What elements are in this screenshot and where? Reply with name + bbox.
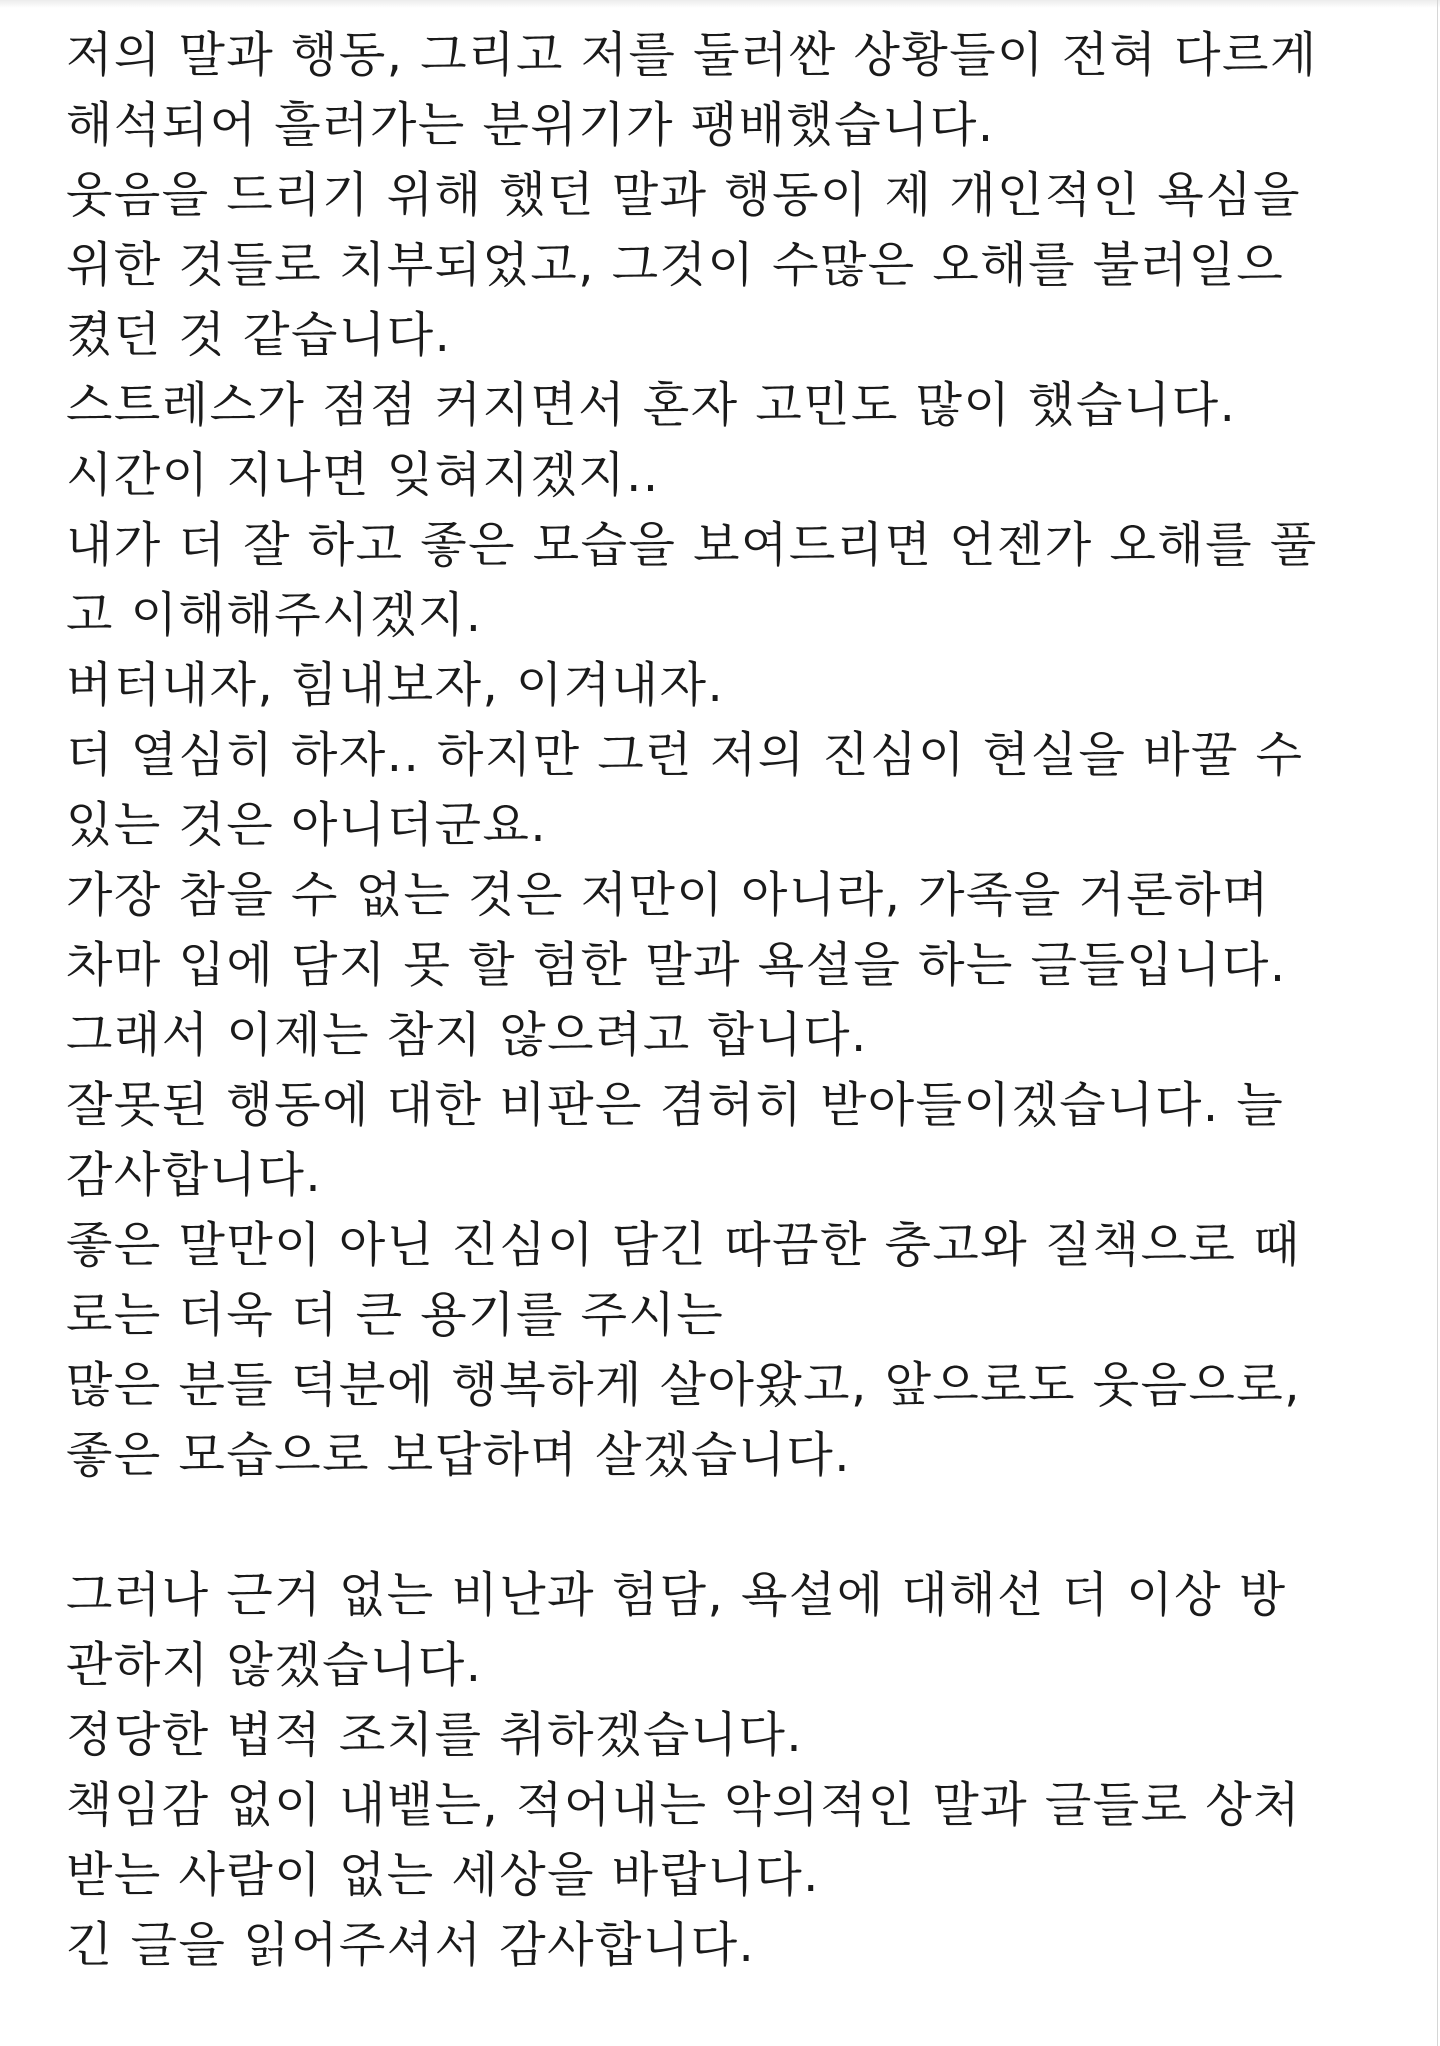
post-text-line: 더 열심히 하자.. 하지만 그런 저의 진심이 현실을 바꿀 수 (66, 727, 1304, 783)
post-text-line: 고 이해해주시겠지. (66, 587, 483, 643)
top-edge-shadow (0, 0, 1440, 8)
post-text-line: 로는 더욱 더 큰 용기를 주시는 (66, 1287, 725, 1343)
post-body (66, 20, 1406, 1980)
post-text-line: 있는 것은 아니더군요. (66, 797, 548, 853)
post-text-line: 내가 더 잘 하고 좋은 모습을 보여드리면 언젠가 오해를 풀 (66, 517, 1318, 573)
post-text-line: 긴 글을 읽어주셔서 감사합니다. (66, 1917, 756, 1973)
post-text-line: 해석되어 흘러가는 분위기가 팽배했습니다. (66, 97, 995, 153)
post-text-line: 좋은 모습으로 보답하며 살겠습니다. (66, 1427, 852, 1483)
post-text-line: 스트레스가 점점 커지면서 혼자 고민도 많이 했습니다. (66, 377, 1237, 433)
post-text-line: 시간이 지나면 잊혀지겠지.. (66, 447, 660, 503)
post-text-line: 그러나 근거 없는 비난과 험담, 욕설에 대해선 더 이상 방 (66, 1567, 1287, 1623)
post-text-line: 정당한 법적 조치를 취하겠습니다. (66, 1707, 804, 1763)
post-paragraph (66, 20, 1406, 1490)
post-text-line: 버터내자, 힘내보자, 이겨내자. (66, 657, 725, 713)
post-text-line: 책임감 없이 내뱉는, 적어내는 악의적인 말과 글들로 상처 (66, 1777, 1302, 1833)
post-text-line: 잘못된 행동에 대한 비판은 겸허히 받아들이겠습니다. 늘 (66, 1077, 1285, 1133)
post-paragraph (66, 1560, 1406, 1980)
post-text-line: 웃음을 드리기 위해 했던 말과 행동이 제 개인적인 욕심을 (66, 167, 1302, 223)
post-text-line: 차마 입에 담지 못 할 험한 말과 욕설을 하는 글들입니다. (66, 937, 1287, 993)
post-text-line: 좋은 말만이 아닌 진심이 담긴 따끔한 충고와 질책으로 때 (66, 1217, 1302, 1273)
post-text-line: 많은 분들 덕분에 행복하게 살아왔고, 앞으로도 웃음으로, (66, 1357, 1302, 1413)
post-text-line: 위한 것들로 치부되었고, 그것이 수많은 오해를 불러일으 (66, 237, 1285, 293)
post-text-line: 켰던 것 같습니다. (66, 307, 452, 363)
post-text-line: 관하지 않겠습니다. (66, 1637, 483, 1693)
post-text-line: 저의 말과 행동, 그리고 저를 둘러싼 상황들이 전혀 다르게 (66, 27, 1318, 83)
post-text-line: 받는 사람이 없는 세상을 바랍니다. (66, 1847, 820, 1903)
post-text-line: 그래서 이제는 참지 않으려고 합니다. (66, 1007, 868, 1063)
page-edge-divider (1437, 0, 1438, 2046)
post-text-line: 감사합니다. (66, 1147, 323, 1203)
post-text-line: 가장 참을 수 없는 것은 저만이 아니라, 가족을 거론하며 (66, 867, 1270, 923)
